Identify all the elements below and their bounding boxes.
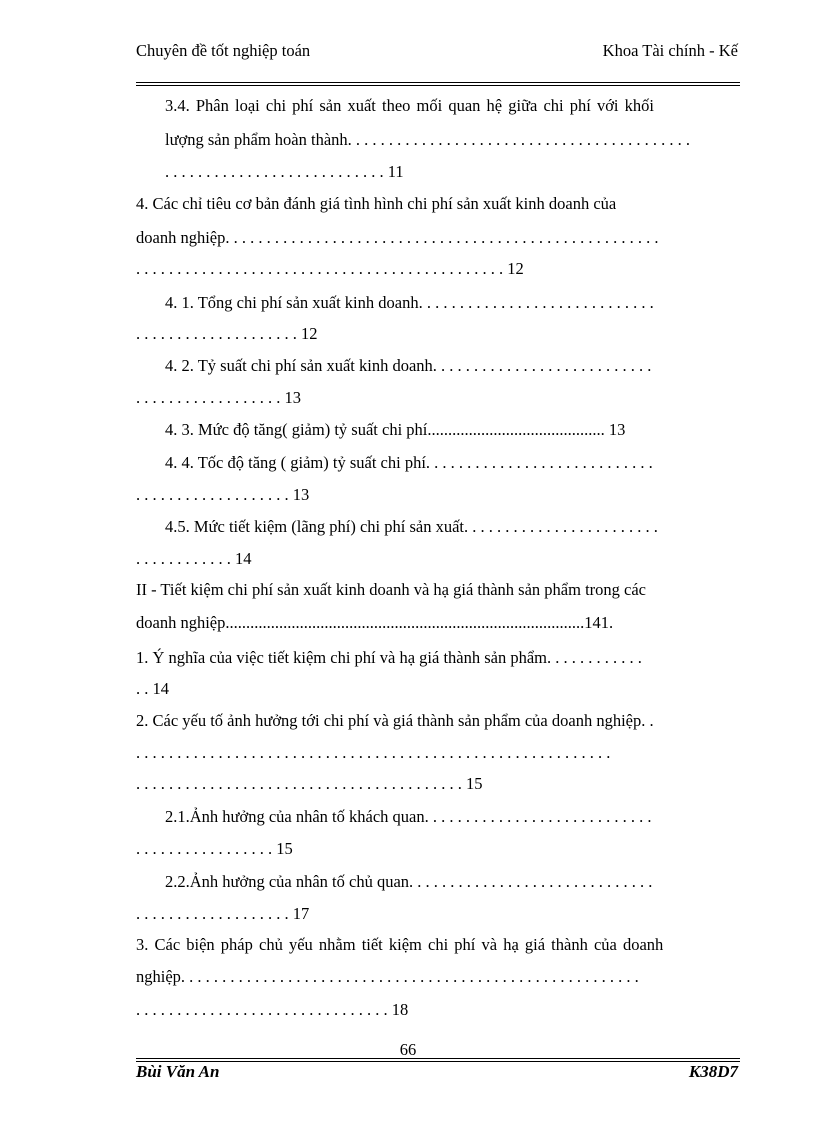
toc-entry-II: II - Tiết kiệm chi phí sản xuất kinh doanh và hạ giá thành sản phẩm trong các xyxy=(136,580,647,599)
toc-entry-3: 3. Các biện pháp chủ yếu nhằm tiết kiệm chi phí và hạ giá thành của doanh xyxy=(136,935,664,954)
toc-entry-4-continued: doanh nghiệp. . . . . . . . . . . . . . . . . . . . . . . . . . . . . . . . . . . . . . . . . . . . . . . . . . . . . xyxy=(136,228,659,247)
toc-entry-II-continued: doanh nghiệp.......................................................................................141. xyxy=(136,613,614,632)
header-right-title: Khoa Tài chính - Kế xyxy=(602,41,738,60)
toc-entry-2-continued: . . . . . . . . . . . . . . . . . . . . . . . . . . . . . . . . . . . . . . . . . . . . . . . . . . . . . . . . . . xyxy=(136,743,611,762)
toc-entry-4-5: 4.5. Mức tiết kiệm (lãng phí) chi phí sản xuất. . . . . . . . . . . . . . . . . . . . . . . . xyxy=(165,517,658,536)
page-header xyxy=(136,38,740,82)
toc-entry-4-1-page: . . . . . . . . . . . . . . . . . . . . 12 xyxy=(136,324,318,343)
toc-entry-1: 1. Ý nghĩa của việc tiết kiệm chi phí và hạ giá thành sản phẩm. . . . . . . . . . . . xyxy=(136,648,642,667)
toc-entry-2-1-page: . . . . . . . . . . . . . . . . . 15 xyxy=(136,839,293,858)
footer-author: Bùi Văn An xyxy=(136,1062,220,1081)
toc-entry-2: 2. Các yếu tố ảnh hưởng tới chi phí và giá thành sản phẩm của doanh nghiệp. . xyxy=(136,711,654,730)
toc-entry-2-1: 2.1.Ảnh hưởng của nhân tố khách quan. . . . . . . . . . . . . . . . . . . . . . . . . . . . xyxy=(165,807,652,826)
header-left-title: Chuyên đề tốt nghiệp toán xyxy=(136,41,311,60)
page-number: 66 xyxy=(399,1040,417,1059)
toc-entry-4-5-page: . . . . . . . . . . . . 14 xyxy=(136,549,252,568)
header-divider xyxy=(136,82,740,86)
toc-entry-2-2: 2.2.Ảnh hưởng của nhân tố chủ quan. . . . . . . . . . . . . . . . . . . . . . . . . . . . . . xyxy=(165,872,653,891)
toc-entry-3-4: 3.4. Phân loại chi phí sản xuất theo mối quan hệ giữa chi phí với khối xyxy=(165,96,654,115)
toc-entry-3-4-continued: lượng sản phẩm hoàn thành. . . . . . . . . . . . . . . . . . . . . . . . . . . . . . . . . . . . . . . . . . xyxy=(165,130,691,149)
toc-entry-4: 4. Các chỉ tiêu cơ bản đánh giá tình hình chi phí sản xuất kinh doanh của xyxy=(136,194,617,213)
toc-entry-3-page: . . . . . . . . . . . . . . . . . . . . . . . . . . . . . . . 18 xyxy=(136,1000,409,1019)
toc-entry-4-4: 4. 4. Tốc độ tăng ( giảm) tỷ suất chi phí. . . . . . . . . . . . . . . . . . . . . . . . . . . . xyxy=(165,453,653,472)
toc-entry-2-2-page: . . . . . . . . . . . . . . . . . . . 17 xyxy=(136,904,310,923)
toc-entry-4-2-page: . . . . . . . . . . . . . . . . . . 13 xyxy=(136,388,301,407)
toc-entry-4-4-page: . . . . . . . . . . . . . . . . . . . 13 xyxy=(136,485,310,504)
toc-entry-1-page: . . 14 xyxy=(136,679,169,698)
footer-class-code: K38D7 xyxy=(688,1062,738,1081)
footer-divider xyxy=(136,1058,740,1062)
toc-entry-4-page: . . . . . . . . . . . . . . . . . . . . . . . . . . . . . . . . . . . . . . . . . . . . . 12 xyxy=(136,259,524,278)
toc-entry-4-1: 4. 1. Tổng chi phí sản xuất kinh doanh. . . . . . . . . . . . . . . . . . . . . . . . . . . . . xyxy=(165,293,654,312)
toc-entry-3-continued: nghiệp. . . . . . . . . . . . . . . . . . . . . . . . . . . . . . . . . . . . . . . . . . . . . . . . . . . . . . . . xyxy=(136,967,639,986)
toc-entry-4-3: 4. 3. Mức độ tăng( giảm) tỷ suất chi phí........................................... 13 xyxy=(165,420,626,439)
toc-entry-3-4-page: . . . . . . . . . . . . . . . . . . . . . . . . . . . 11 xyxy=(165,162,404,181)
toc-entry-4-2: 4. 2. Tỷ suất chi phí sản xuất kinh doanh. . . . . . . . . . . . . . . . . . . . . . . . . . . xyxy=(165,356,652,375)
toc-entry-2-page: . . . . . . . . . . . . . . . . . . . . . . . . . . . . . . . . . . . . . . . . 15 xyxy=(136,774,483,793)
